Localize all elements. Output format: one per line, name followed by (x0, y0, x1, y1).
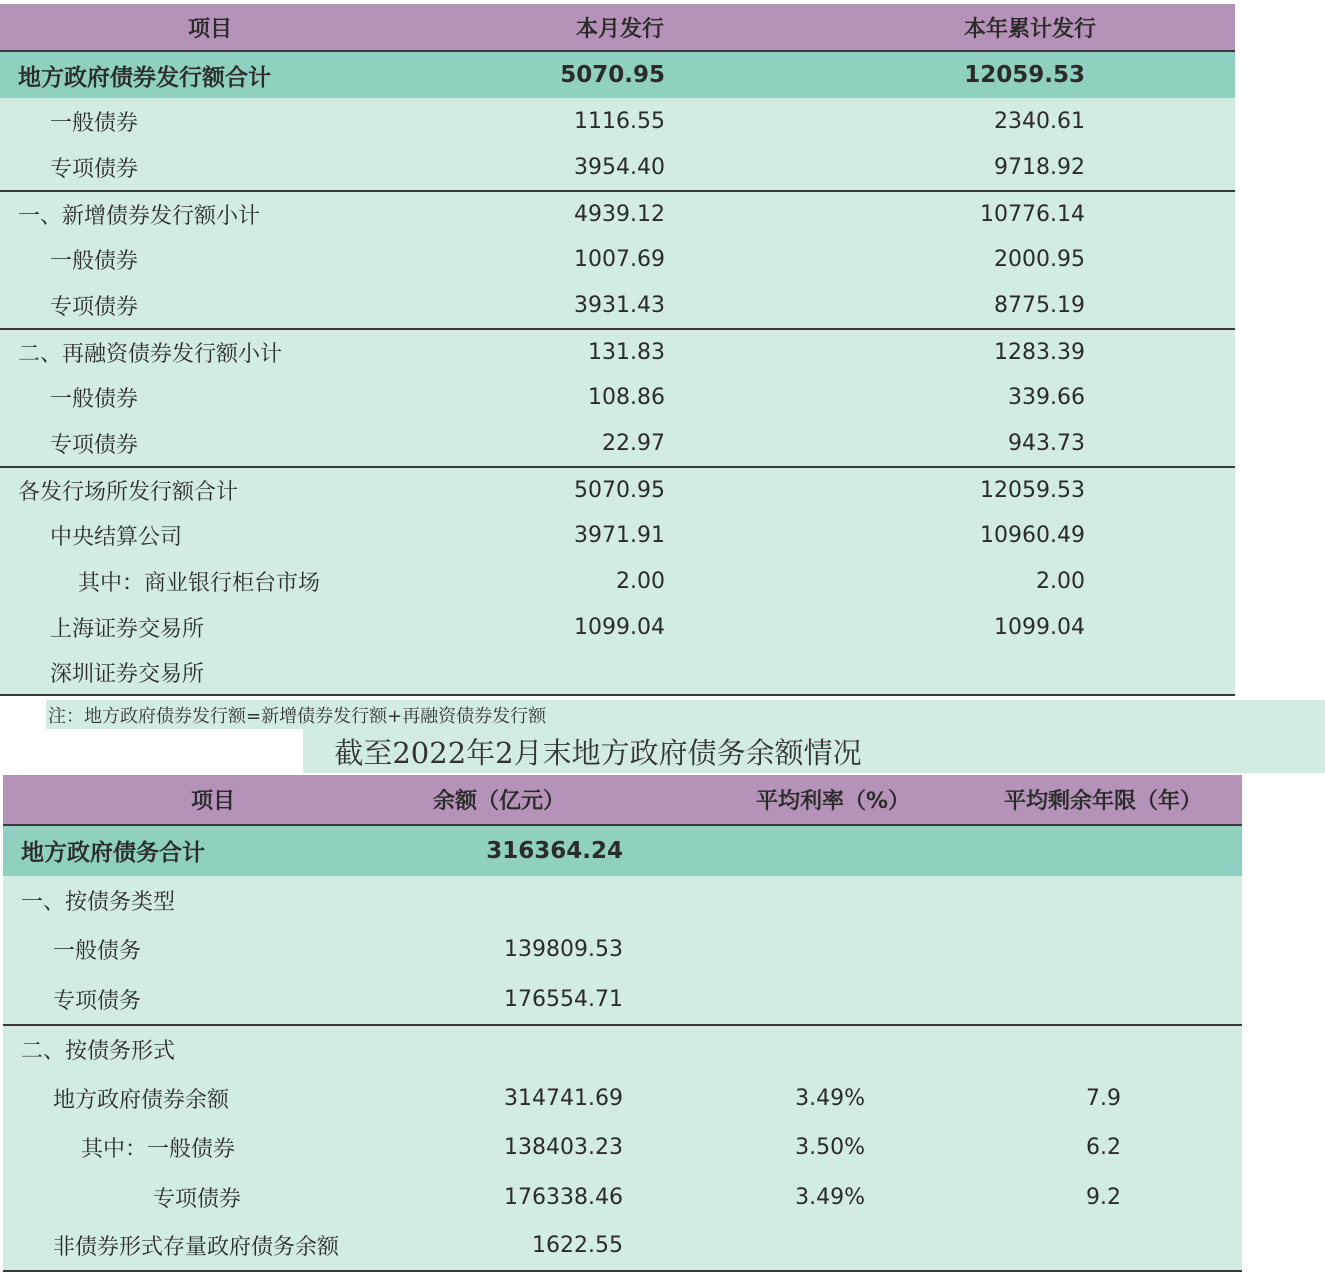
row-label: 专项债券 (153, 1186, 242, 1212)
row-label: 地方政府债券发行额合计 (18, 64, 271, 91)
row-label: 其中：一般债券 (81, 1137, 236, 1163)
row-balance (423, 1026, 623, 1074)
row-term (963, 826, 1121, 876)
row-label: 其中：商业银行柜台市场 (78, 570, 321, 596)
table-row (0, 604, 1235, 650)
table-row (3, 1024, 1242, 1074)
table-note: 注：地方政府债券发行额=新增债券发行额+再融资债券发行额 (48, 705, 547, 727)
row-label: 专项债券 (50, 432, 139, 458)
row-term: 7.9 (1086, 1085, 1121, 1111)
row-year: 8775.19 (994, 292, 1085, 318)
row-year: 2340.61 (994, 108, 1085, 134)
row-balance: 316364.24 (486, 837, 623, 864)
table-row (3, 1123, 1242, 1173)
row-month: 2.00 (616, 568, 665, 594)
row-rate (703, 826, 865, 876)
row-label: 上海证券交易所 (50, 616, 205, 642)
row-year: 9718.92 (994, 154, 1085, 180)
row-label: 一、新增债券发行额小计 (18, 203, 261, 229)
row-month: 5070.95 (574, 477, 665, 503)
row-year: 12059.53 (980, 477, 1085, 503)
row-balance: 176554.71 (504, 986, 623, 1012)
row-year: 1283.39 (994, 339, 1085, 365)
row-rate (703, 1222, 865, 1270)
row-label: 非债券形式存量政府债务余额 (53, 1235, 340, 1261)
row-rate (703, 876, 865, 926)
row-year: 943.73 (1008, 430, 1085, 456)
row-balance: 138403.23 (504, 1135, 623, 1161)
row-year: 2000.95 (994, 246, 1085, 272)
header-year: 本年累计发行 (963, 16, 1096, 42)
table-row (3, 925, 1242, 975)
table-header (0, 4, 1235, 52)
row-month: 108.86 (588, 384, 665, 410)
row-label: 一般债券 (50, 386, 139, 412)
row-balance: 314741.69 (504, 1085, 623, 1111)
table-row (3, 876, 1242, 926)
row-term (963, 1222, 1121, 1270)
row-year (830, 650, 1085, 694)
row-month: 22.97 (602, 430, 665, 456)
row-label: 一般债务 (53, 939, 142, 965)
header-item: 项目 (187, 16, 232, 42)
table-row (3, 975, 1242, 1025)
table-row (0, 190, 1235, 236)
row-rate (703, 975, 865, 1025)
row-label: 中央结算公司 (50, 524, 183, 550)
row-balance: 176338.46 (504, 1184, 623, 1210)
row-month: 3971.91 (574, 522, 665, 548)
row-month: 131.83 (588, 339, 665, 365)
row-month: 5070.95 (560, 62, 665, 88)
table-row (0, 512, 1235, 558)
bond-issuance-table (0, 4, 1235, 696)
table-row (3, 1173, 1242, 1223)
header-balance: 余额（亿元） (433, 789, 566, 814)
row-month: 4939.12 (574, 201, 665, 227)
header-item: 项目 (190, 789, 235, 814)
row-rate (703, 925, 865, 975)
row-month: 1007.69 (574, 246, 665, 272)
row-year: 10776.14 (980, 201, 1085, 227)
table-row (0, 650, 1235, 696)
row-term (963, 1026, 1121, 1074)
header-rate: 平均利率（%） (755, 789, 911, 814)
row-rate (703, 1026, 865, 1074)
row-term: 6.2 (1086, 1135, 1121, 1161)
row-label: 专项债券 (50, 294, 139, 320)
row-label: 一般债券 (50, 248, 139, 274)
row-term (963, 975, 1121, 1025)
row-balance (423, 876, 623, 926)
row-label: 一般债券 (50, 110, 139, 136)
row-rate: 3.50% (795, 1135, 865, 1161)
row-label: 地方政府债务合计 (21, 840, 205, 867)
row-balance: 1622.55 (532, 1233, 623, 1259)
row-year: 2.00 (1036, 568, 1085, 594)
table-header (3, 775, 1242, 826)
table-row (0, 374, 1235, 420)
debt-balance-table (3, 775, 1242, 1272)
row-month: 1116.55 (574, 108, 665, 134)
table-row (0, 282, 1235, 328)
note-band (46, 700, 1325, 729)
table-row (3, 1222, 1242, 1272)
table-row (0, 236, 1235, 282)
row-label: 地方政府债券余额 (53, 1087, 230, 1113)
row-label: 专项债务 (53, 988, 142, 1014)
row-year: 12059.53 (964, 62, 1085, 88)
row-month: 1099.04 (574, 614, 665, 640)
row-year: 10960.49 (980, 522, 1085, 548)
row-label: 一、按债务类型 (21, 889, 176, 915)
table-row (0, 466, 1235, 512)
table-row (3, 826, 1242, 876)
row-year: 1099.04 (994, 614, 1085, 640)
header-term: 平均剩余年限（年） (1003, 789, 1202, 814)
table-row (0, 420, 1235, 466)
row-label: 专项债券 (50, 156, 139, 182)
row-balance: 139809.53 (504, 937, 623, 963)
table-row (0, 144, 1235, 190)
title-band (303, 729, 1325, 773)
row-term: 9.2 (1086, 1184, 1121, 1210)
row-label: 二、再融资债券发行额小计 (18, 341, 283, 367)
row-month: 3931.43 (574, 292, 665, 318)
row-month: 3954.40 (574, 154, 665, 180)
header-month: 本月发行 (575, 16, 664, 42)
row-label: 二、按债务形式 (21, 1039, 176, 1065)
row-month (420, 650, 665, 694)
row-term (963, 925, 1121, 975)
row-rate: 3.49% (795, 1184, 865, 1210)
row-label: 各发行场所发行额合计 (18, 479, 239, 505)
table-row (0, 98, 1235, 144)
table-row (3, 1074, 1242, 1124)
table-row (0, 328, 1235, 374)
debt-table-title: 截至2022年2月末地方政府债务余额情况 (334, 735, 862, 770)
row-year: 339.66 (1008, 384, 1085, 410)
row-label: 深圳证券交易所 (50, 661, 205, 687)
row-rate: 3.49% (795, 1085, 865, 1111)
table-row (0, 52, 1235, 98)
row-term (963, 876, 1121, 926)
table-row (0, 558, 1235, 604)
